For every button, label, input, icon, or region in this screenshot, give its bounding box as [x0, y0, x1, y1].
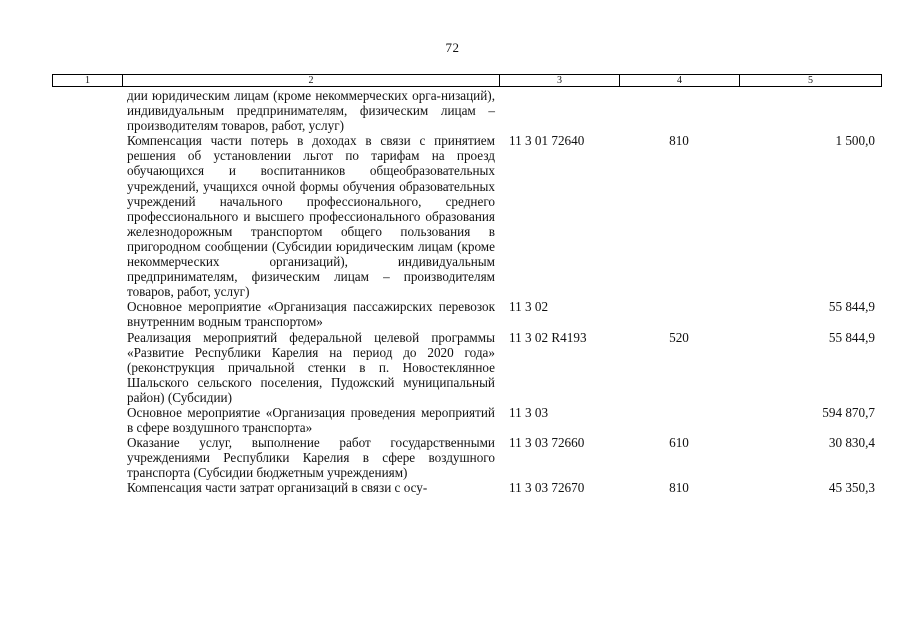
row-target-code: 11 3 01 72640 [509, 133, 585, 149]
row-amount: 55 844,9 [828, 299, 875, 315]
row-target-code: 11 3 03 72660 [509, 435, 585, 451]
row-amount: 594 870,7 [822, 404, 875, 420]
row-target-code: 11 3 03 72670 [509, 480, 585, 496]
table-row [0, 405, 905, 435]
column-header-2: 2 [123, 75, 500, 87]
budget-table-body [0, 88, 905, 496]
row-expense-type: 520 [669, 329, 689, 345]
row-expense-type: 810 [669, 133, 689, 149]
table-row [0, 330, 905, 405]
row-target-code: 11 3 02 [509, 299, 549, 315]
table-row [0, 299, 905, 329]
row-amount: 30 830,4 [828, 435, 875, 451]
row-expense-type: 610 [669, 435, 689, 451]
row-description: Реализация мероприятий федеральной целевой программы «Развитие Республики Карелия на период до 2020 года» (реконструкция причальной стенки в п. Новостеклянное Шальского сельского поселения, Пудожский муниципальный район) (Субсидии) [127, 329, 495, 405]
table-row [0, 435, 905, 480]
column-header-table [52, 74, 882, 87]
column-header-1: 1 [53, 75, 123, 87]
table-row [0, 88, 905, 133]
row-amount: 45 350,3 [828, 480, 875, 496]
column-header-5: 5 [740, 75, 882, 87]
row-target-code: 11 3 03 [509, 404, 549, 420]
row-description: Оказание услуг, выполнение работ государственными учреждениями Республики Карелия в сфере воздушного транспорта (Субсидии бюджетным учреждениям) [127, 435, 495, 481]
row-description: дии юридическим лицам (кроме некоммерческих орга-низаций), индивидуальным предпринимателям, физическим лицам – производителям товаров, работ, услуг) [127, 88, 495, 134]
table-row [0, 480, 905, 495]
column-header-3: 3 [500, 75, 620, 87]
row-description: Основное мероприятие «Организация проведения мероприятий в сфере воздушного транспорта» [127, 404, 495, 436]
row-description: Компенсация части затрат организаций в связи с осу- [127, 480, 428, 496]
page-number: 72 [445, 40, 460, 55]
row-amount: 1 500,0 [835, 133, 875, 149]
table-row [0, 133, 905, 299]
row-description: Компенсация части потерь в доходах в связи с принятием решения об установлении льгот по тарифам на проезд обучающихся и воспитанников общеобразовательных учреждений, учащихся очной формы обучения образовательных учреждений начального профессионального, среднего профессионального и высшего профессионального образования железнодорожным транспортом общего пользования в пригородном сообщении (Субсидии юридическим лицам (кроме некоммерческих организаций), индивидуальным предпринимателям, физическим лицам – производителям товаров, работ, услуг) [127, 133, 495, 300]
row-target-code: 11 3 02 R4193 [509, 329, 587, 345]
column-header-4: 4 [620, 75, 740, 87]
row-amount: 55 844,9 [828, 329, 875, 345]
row-description: Основное мероприятие «Организация пассажирских перевозок внутренним водным транспортом» [127, 299, 495, 330]
column-header-row [53, 75, 882, 87]
row-expense-type: 810 [669, 480, 689, 496]
